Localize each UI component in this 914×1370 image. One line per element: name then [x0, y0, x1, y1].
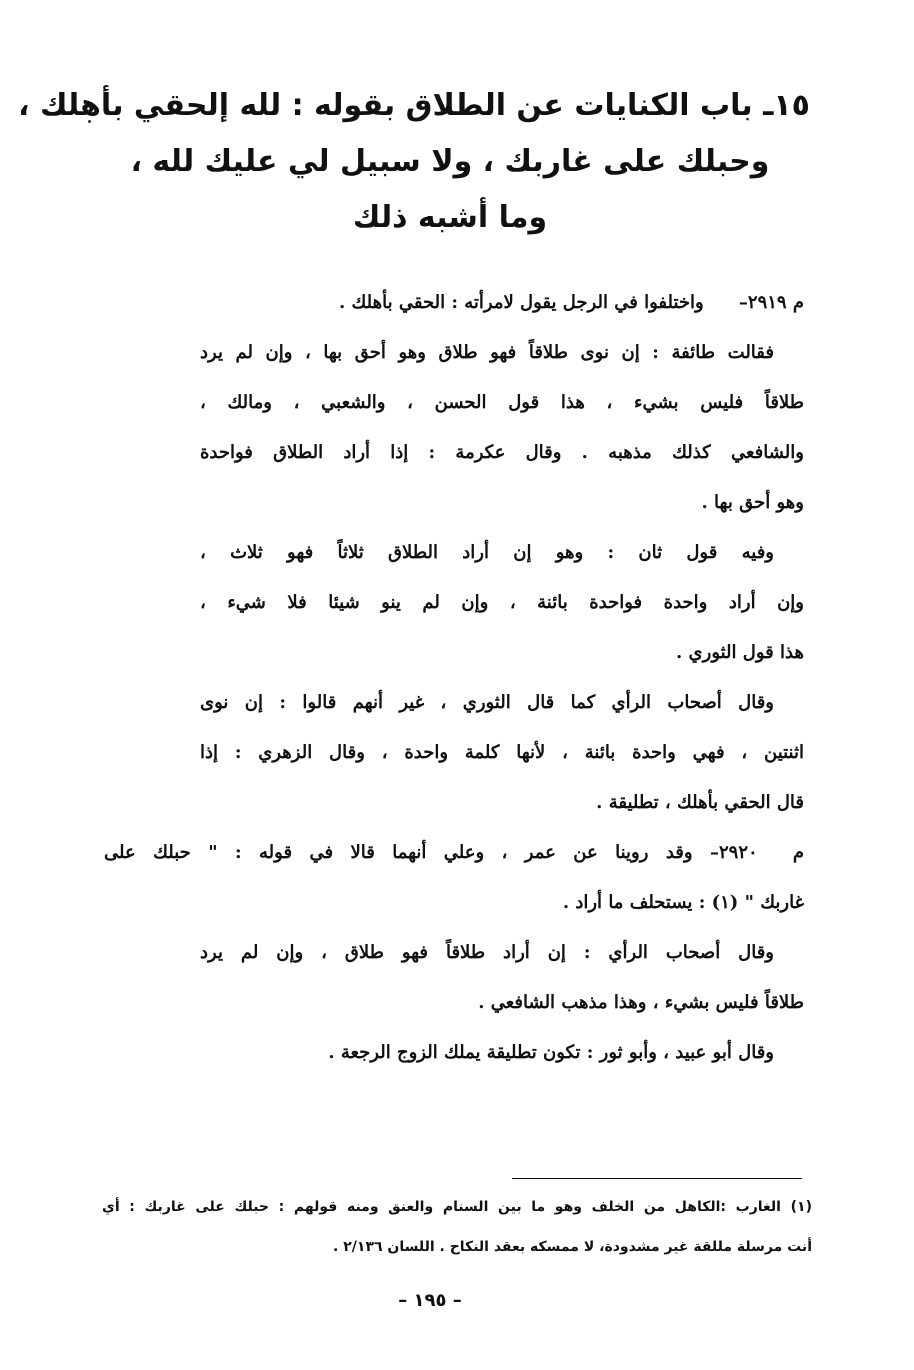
chapter-title-line: وما أشبه ذلك [352, 200, 548, 235]
footnote-line: أنت مرسلة مللقة غير مشدودة، لا ممسكه بعقد النكاح . اللسان ٢/١٣٦ . [333, 1239, 812, 1255]
paragraph-line: وقال أبو عبيد ، وأبو ثور : تكون تطليقة يملك الزوج الرجعة . [328, 1042, 774, 1063]
paragraph-line: وقال أصحاب الرأي كما قال الثوري ، غير أنهم قالوا : إن نوى [200, 692, 774, 713]
chapter-title [18, 78, 810, 246]
paragraph-line: فقالت طائفة : إن نوى طلاقاً فهو طلاق وهو أحق بها ، وإن لم يرد [200, 342, 774, 363]
paragraph-line: اثنتين ، فهي واحدة بائنة ، لأنها كلمة واحدة ، وقال الزهري : إذا [200, 742, 804, 763]
paragraph-line: وإن أراد واحدة فواحدة بائنة ، وإن لم ينو شيئا فلا شيء ، [200, 592, 804, 613]
paragraph-line: طلاقاً فليس بشيء ، هذا قول الحسن ، والشعبي ، ومالك ، [200, 392, 804, 413]
issue-heading-2919 [104, 286, 804, 320]
paragraph-line: طلاقاً فليس بشيء ، وهذا مذهب الشافعي . [478, 992, 804, 1013]
chapter-title-line: وحبلك على غاربك ، ولا سبيل لي عليك لله ، [130, 144, 770, 179]
paragraph-line: هذا قول الثوري . [676, 642, 804, 663]
footnote-separator [512, 1178, 802, 1179]
page-number: – ١٩٥ – [398, 1290, 462, 1311]
footnote-line: (١) الغارب :الكاهل من الخلف وهو ما بين السنام والعنق ومنه قولهم : حبلك على غاربك : أي [102, 1199, 812, 1215]
paragraph-line: وقال أصحاب الرأي : إن أراد طلاقاً فهو طلاق ، وإن لم يرد [200, 942, 774, 963]
issue-text: وقد روينا عن عمر ، وعلي أنهما قالا في قوله : " حبلك على [104, 842, 693, 863]
issue-number: م ٢٩١٩– [738, 292, 804, 313]
issue-text: واختلفوا في الرجل يقول لامرأته : الحقي بأهلك . [338, 292, 704, 313]
issue-heading-2920 [104, 836, 804, 870]
paragraph-line: وهو أحق بها . [701, 492, 804, 513]
chapter-title-line: ١٥ـ باب الكنايات عن الطلاق بقوله : لله إلحقي بأهلك ، [18, 88, 810, 123]
paragraph-line: قال الحقي بأهلك ، تطليقة . [596, 792, 804, 813]
paragraph-line: والشافعي كذلك مذهبه . وقال عكرمة : إذا أراد الطلاق فواحدة [200, 442, 804, 463]
paragraph-line: وفيه قول ثان : وهو إن أراد الطلاق ثلاثاً فهو ثلاث ، [200, 542, 774, 563]
issue-number: م ٢٩٢٠– [710, 842, 804, 863]
paragraph-line: غاربك " (١) : يستحلف ما أراد . [562, 892, 804, 913]
